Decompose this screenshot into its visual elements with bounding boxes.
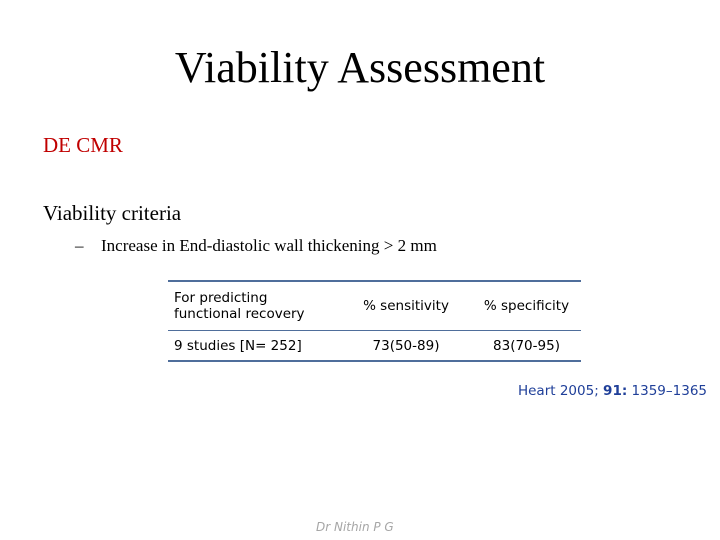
section-heading: DE CMR: [43, 133, 123, 157]
reference-pages: 1359–1365: [631, 383, 707, 399]
row-specificity: 83(70-95): [493, 337, 560, 354]
reference-volume: 91:: [603, 383, 628, 399]
header-predicting-line1: For predicting: [174, 290, 268, 306]
footer-author: Dr Nithin P G: [316, 520, 394, 534]
reference-journal: Heart: [517, 383, 556, 399]
header-predicting-line2: functional recovery: [174, 306, 305, 322]
row-label: 9 studies [N= 252]: [174, 337, 302, 354]
row-sensitivity: 73(50-89): [372, 337, 440, 354]
sub-bullet-text: Increase in End-diastolic wall thickening > 2 mm: [101, 236, 437, 255]
reference-year: 2005;: [555, 383, 599, 399]
table-row: [168, 331, 581, 362]
slide-title: Viability Assessment: [174, 43, 546, 92]
criteria-sub-bullet: [75, 236, 437, 256]
header-sensitivity: % sensitivity: [340, 281, 472, 331]
reference-citation: [518, 383, 707, 399]
table-header-row: [168, 281, 581, 331]
header-specificity: % specificity: [472, 281, 581, 331]
viability-table: [168, 280, 581, 362]
header-predicting: [168, 281, 340, 331]
criteria-label: Viability criteria: [43, 201, 182, 225]
sub-bullet-marker: –: [75, 236, 84, 255]
